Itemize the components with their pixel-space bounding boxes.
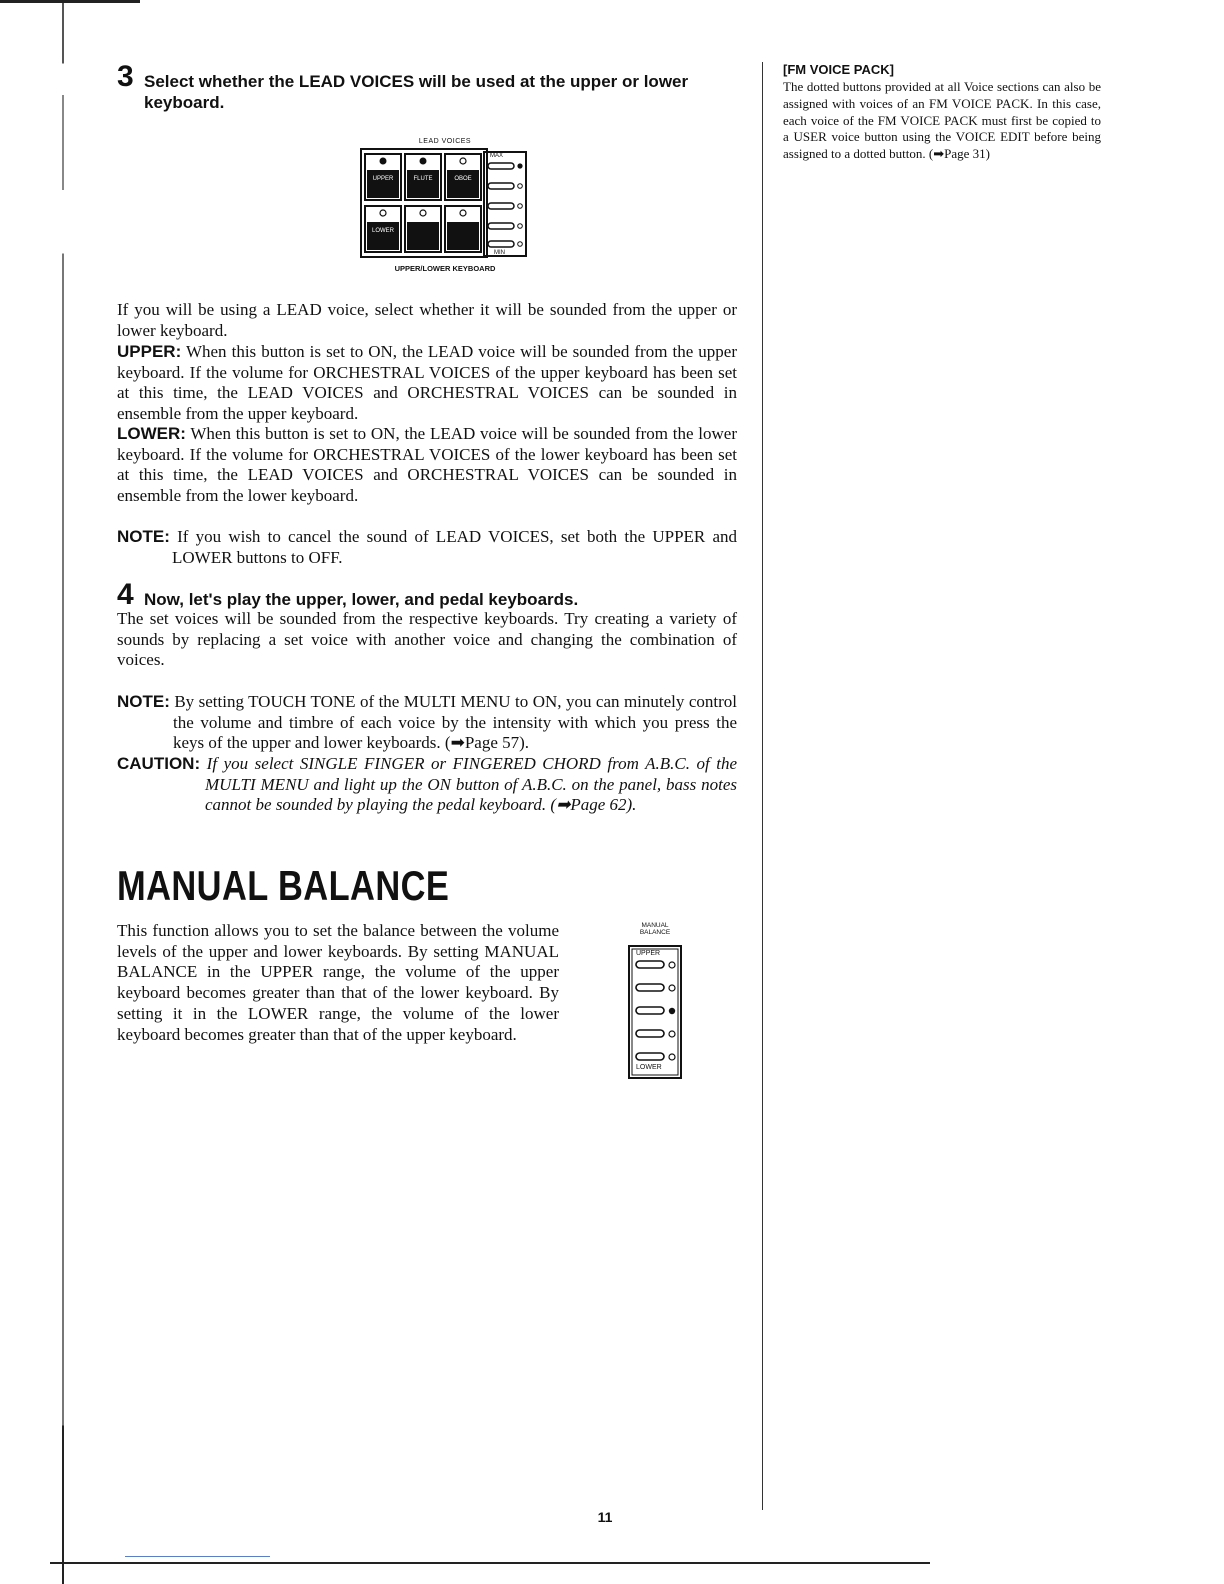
manual-balance-heading: MANUAL BALANCE	[117, 862, 450, 909]
lower-paragraph	[117, 424, 737, 507]
step-3-number: 3	[117, 60, 134, 93]
binding-bottom-mark	[50, 1562, 930, 1564]
manual-balance-title-line1: MANUAL	[641, 922, 669, 929]
note-label: NOTE:	[117, 527, 170, 546]
step-4-text: The set voices will be sounded from the respective keyboards. Try creating a variety of sounds by replacing a set voice with another voice and changing the combination of voices.	[117, 609, 737, 670]
lead-upper-label: UPPER	[372, 176, 394, 182]
lead-lower-label: LOWER	[371, 228, 394, 234]
bottom-blue-rule	[125, 1556, 270, 1557]
step-3-title-line2: keyboard.	[144, 93, 225, 112]
lead-max-label: MAX	[490, 153, 504, 159]
note-2-text: By setting TOUCH TONE of the MULTI MENU to ON, you can minutely control the volume and timbre of each voice by the intensity with which you press the keys of the upper and lower keyboards. (➡Page 57).	[173, 692, 737, 753]
note-text: If you wish to cancel the sound of LEAD VOICES, set both the UPPER and LOWER buttons to OFF.	[172, 527, 737, 567]
step-4-number: 4	[117, 578, 134, 611]
lead-oboe-label: OBOE	[454, 176, 472, 182]
upper-paragraph	[117, 342, 737, 425]
binding-edge-line	[62, 0, 64, 1584]
note-2-label: NOTE:	[117, 692, 170, 711]
lower-label: LOWER:	[117, 424, 186, 443]
note-touch-tone	[117, 692, 737, 754]
page-number: 11	[597, 1509, 613, 1525]
upper-text: When this button is set to ON, the LEAD voice will be sounded from the upper keyboard. If the volume for ORCHESTRAL VOICES of the upper keyboard has been set at this time, the LEAD VOICES and ORCHESTRAL VOICES can be sounded in ensemble from the upper keyboard.	[117, 342, 737, 424]
lead-voice-button-6[interactable]	[445, 206, 481, 252]
step-4-title: Now, let's play the upper, lower, and pedal keyboards.	[144, 590, 579, 609]
step-3-title-line1: Select whether the LEAD VOICES will be used at the upper or lower	[144, 72, 689, 91]
manual-balance-panel-title	[620, 922, 690, 936]
manual-balance-lower-label: LOWER	[636, 1064, 662, 1071]
upper-lower-keyboard-label: UPPER/LOWER KEYBOARD	[394, 264, 496, 273]
intro-paragraph: If you will be using a LEAD voice, select whether it will be sounded from the upper or lower keyboard.	[117, 300, 737, 340]
sidebar-heading: [FM VOICE PACK]	[783, 62, 894, 77]
sidebar-text: The dotted buttons provided at all Voice sections can also be assigned with voices of an FM VOICE PACK. In this case, each voice of the FM VOICE PACK must first be copied to a USER voice button using the VOICE EDIT before being assigned to a dotted button. (➡Page 31)	[783, 79, 1101, 162]
manual-balance-text: This function allows you to set the balance between the volume levels of the upper and lower keyboards. By setting MANUAL BALANCE in the UPPER range, the volume of the upper keyboard becomes greater than that of the lower keyboard. By setting it in the LOWER range, the volume of the lower keyboard becomes greater than that of the upper keyboard.	[117, 921, 559, 1044]
lead-flute-label: FLUTE	[413, 176, 433, 182]
lead-voice-button-5[interactable]	[405, 206, 441, 252]
upper-label: UPPER:	[117, 342, 182, 361]
manual-balance-upper-label: UPPER	[636, 950, 661, 957]
caution-text: If you select SINGLE FINGER or FINGERED CHORD from A.B.C. of the MULTI MENU and light up the ON button of A.B.C. on the panel, bass notes cannot be sounded by playing the pedal keyboard. (➡Page 62).	[205, 754, 738, 815]
caution-label: CAUTION:	[117, 754, 201, 773]
lead-voices-panel	[360, 148, 530, 260]
caution-abc	[117, 754, 737, 816]
lead-min-label: MIN	[494, 250, 505, 256]
lead-volume-slider[interactable]	[484, 152, 526, 256]
note-cancel-lead	[117, 527, 737, 568]
binding-top-mark	[0, 0, 140, 3]
lead-voices-label: LEAD VOICES	[418, 138, 472, 145]
column-divider	[762, 62, 763, 1510]
lower-text: When this button is set to ON, the LEAD voice will be sounded from the lower keyboard. If the volume for ORCHESTRAL VOICES of the lower keyboard has been set at this time, the LEAD VOICES and ORCHESTRAL VOICES can be sounded in ensemble from the lower keyboard.	[117, 424, 737, 506]
manual-balance-title-line2: BALANCE	[639, 929, 671, 936]
sidebar-fm-voice-pack	[783, 62, 1101, 163]
manual-balance-slider[interactable]	[628, 945, 684, 1081]
